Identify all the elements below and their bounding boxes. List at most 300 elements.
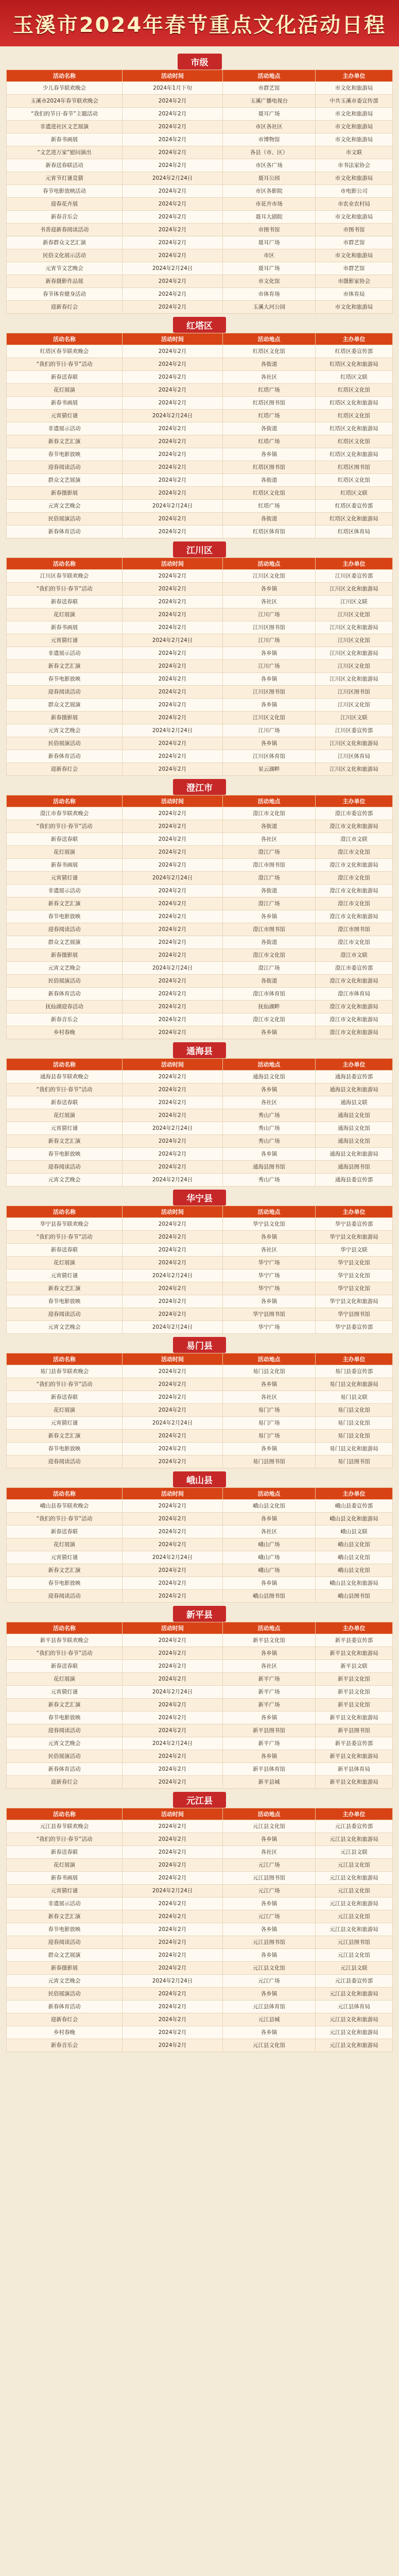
table-row (7, 1724, 393, 1737)
table-cell: 各街道 (223, 885, 316, 897)
table-cell: 市博物馆 (223, 133, 316, 146)
table-cell: 新平县文化馆 (316, 1686, 393, 1699)
table-cell: 新春音乐会 (7, 1013, 123, 1026)
table-cell: 新春书画展 (7, 859, 123, 872)
table-row (7, 1135, 393, 1148)
table-row (7, 1391, 393, 1404)
table-cell: 春节电影放映 (7, 1711, 123, 1724)
table-cell: 2024年2月 (123, 596, 223, 608)
table-row (7, 1282, 393, 1295)
table-cell: 新春送春联 (7, 833, 123, 846)
table-cell: 新春体育活动 (7, 2001, 123, 2013)
table-cell: 华宁县文联 (316, 1244, 393, 1257)
table-cell: 2024年2月24日 (123, 1417, 223, 1430)
table-row (7, 249, 393, 262)
table-row (7, 448, 393, 461)
table-cell: 新平县文化和旅游局 (316, 1711, 393, 1724)
table-cell: 新春文艺汇演 (7, 1282, 123, 1295)
table-cell: 2024年2月24日 (123, 634, 223, 647)
table-cell: 2024年2月24日 (123, 500, 223, 513)
table-cell: 各街道 (223, 820, 316, 833)
table-cell: 非遗进社区文艺展演 (7, 121, 123, 133)
table-cell: 澄江市文化和旅游局 (316, 859, 393, 872)
column-header: 活动名称 (7, 1488, 123, 1500)
table-cell: 各乡镇 (223, 1988, 316, 2001)
table-cell: 2024年2月 (123, 621, 223, 634)
table-cell: 新平广场 (223, 1686, 316, 1699)
table-cell: 非遗展示活动 (7, 647, 123, 660)
table-cell: 新春送春联 (7, 596, 123, 608)
table-cell: 玉溪大河公园 (223, 301, 316, 314)
table-cell: 各乡镇 (223, 673, 316, 686)
table-cell: 市文化和旅游局 (316, 82, 393, 95)
table-cell: 2024年2月 (123, 1148, 223, 1161)
table-row (7, 1846, 393, 1859)
table-cell: 2024年2月 (123, 487, 223, 500)
column-header: 活动名称 (7, 795, 123, 807)
table-cell: 澄江市文化和旅游局 (316, 820, 393, 833)
table-cell: 迎春花卉展 (7, 198, 123, 211)
table-cell: 抚仙湖畔 (223, 1001, 316, 1013)
table-cell: 2024年2月 (123, 371, 223, 384)
table-cell: 江川区文联 (316, 596, 393, 608)
table-cell: 2024年2月24日 (123, 410, 223, 422)
table-row (7, 1161, 393, 1174)
table-cell: 花灯展演 (7, 1257, 123, 1269)
table-row (7, 975, 393, 988)
table-cell: 迎春阅读活动 (7, 1724, 123, 1737)
table-header-row (7, 333, 393, 345)
table-row (7, 1378, 393, 1391)
table-cell: 新春送春联活动 (7, 159, 123, 172)
table-cell: 民俗展演活动 (7, 1988, 123, 2001)
table-row (7, 1577, 393, 1590)
column-header: 活动名称 (7, 1622, 123, 1634)
section-title: 华宁县 (173, 1190, 226, 1206)
table-cell: 江川区文化和旅游局 (316, 583, 393, 596)
table-cell: 新春书画展 (7, 621, 123, 634)
table-cell: 新春文艺汇演 (7, 435, 123, 448)
table-row (7, 1513, 393, 1526)
table-cell: 新平县文化馆 (316, 1699, 393, 1711)
table-row (7, 301, 393, 314)
column-header: 活动时间 (123, 333, 223, 345)
table-cell: 澄江市文化馆 (316, 936, 393, 949)
table-cell: 迎春阅读活动 (7, 1590, 123, 1603)
table-cell: 澄江市体育馆 (223, 988, 316, 1001)
table-row (7, 608, 393, 621)
table-cell: 通海县图书馆 (223, 1161, 316, 1174)
table-row (7, 1962, 393, 1975)
table-cell: 各乡镇 (223, 1949, 316, 1962)
table-cell: 春节电影放映活动 (7, 185, 123, 198)
table-cell: 元宵文艺晚会 (7, 1321, 123, 1334)
table-header-row (7, 1622, 393, 1634)
table-cell: 2024年2月 (123, 275, 223, 288)
table-cell: 秀山广场 (223, 1174, 316, 1187)
table-cell: 华宁县文化馆 (316, 1257, 393, 1269)
table-cell: 2024年2月 (123, 2026, 223, 2039)
table-row (7, 513, 393, 526)
table-header-row (7, 558, 393, 570)
table-row (7, 1083, 393, 1096)
table-cell: 2024年2月 (123, 975, 223, 988)
table-cell: 2024年2月 (123, 1949, 223, 1962)
table-row (7, 923, 393, 936)
table-cell: 市文化馆 (223, 275, 316, 288)
table-cell: 澄江市图书馆 (316, 923, 393, 936)
table-cell: 各乡镇 (223, 699, 316, 711)
table-row (7, 2013, 393, 2026)
table-cell: 民俗文化展示活动 (7, 249, 123, 262)
table-row (7, 1365, 393, 1378)
table-cell: 2024年2月24日 (123, 1737, 223, 1750)
table-row (7, 1071, 393, 1083)
table-row (7, 1737, 393, 1750)
table-cell: 迎春阅读活动 (7, 686, 123, 699)
table-cell: 新春群众文艺汇演 (7, 236, 123, 249)
section-title: 通海县 (173, 1042, 226, 1058)
table-cell: 澄江市体育局 (316, 988, 393, 1001)
column-header: 活动时间 (123, 1622, 223, 1634)
table-cell: 2024年2月 (123, 1013, 223, 1026)
table-cell: 红塔广场 (223, 384, 316, 397)
table-cell: 易门县文化馆 (316, 1430, 393, 1443)
table-row (7, 885, 393, 897)
table-cell: 2024年2月 (123, 1711, 223, 1724)
table-cell: 峨山县文化馆 (316, 1551, 393, 1564)
table-cell: 春节电影放映 (7, 1148, 123, 1161)
table-cell: 迎新春灯会 (7, 301, 123, 314)
table-cell: 新春摄影展 (7, 1962, 123, 1975)
table-cell: 市农业农村局 (316, 198, 393, 211)
table-cell: 峨山县文联 (316, 1526, 393, 1538)
table-cell: 2024年2月 (123, 95, 223, 108)
table-row (7, 275, 393, 288)
table-cell: 易门县文化和旅游局 (316, 1378, 393, 1391)
table-cell: 红塔区文化馆 (316, 384, 393, 397)
table-cell: 澄江市文化和旅游局 (316, 975, 393, 988)
column-header: 活动地点 (223, 333, 316, 345)
table-row (7, 1564, 393, 1577)
section-title: 江川区 (173, 541, 226, 557)
table-cell: 新春书画展 (7, 1872, 123, 1885)
table-cell: 元江县文化馆 (316, 1885, 393, 1897)
column-header: 主办单位 (316, 795, 393, 807)
table-cell: 华宁县委宣传部 (316, 1218, 393, 1231)
table-cell: 2024年2月 (123, 1378, 223, 1391)
table-cell: 新春送春联 (7, 1846, 123, 1859)
table-cell: 2024年2月 (123, 1923, 223, 1936)
table-cell: 2024年2月 (123, 1455, 223, 1468)
table-cell: 澄江市图书馆 (223, 923, 316, 936)
table-cell: 峨山县文化和旅游局 (316, 1577, 393, 1590)
table-cell: 各乡镇 (223, 1148, 316, 1161)
table-cell: 2024年2月 (123, 1391, 223, 1404)
table-cell: 华宁县文化馆 (316, 1269, 393, 1282)
table-cell: 2024年2月 (123, 1001, 223, 1013)
table-cell: 各乡镇 (223, 1897, 316, 1910)
table-cell: 各乡镇 (223, 1443, 316, 1455)
table-cell: 2024年2月 (123, 1910, 223, 1923)
table-cell: 新春书画展 (7, 397, 123, 410)
table-cell: 2024年2月 (123, 397, 223, 410)
table-row (7, 371, 393, 384)
section-title: 新平县 (173, 1606, 226, 1622)
table-cell: 少儿春节联欢晚会 (7, 82, 123, 95)
table-row (7, 474, 393, 487)
column-header: 主办单位 (316, 558, 393, 570)
table-cell: 花灯展演 (7, 1538, 123, 1551)
table-cell: 市群艺馆 (316, 262, 393, 275)
table-cell: 2024年2月 (123, 358, 223, 371)
table-cell: 峨山县委宣传部 (316, 1500, 393, 1513)
table-cell: 易门县文化馆 (316, 1404, 393, 1417)
table-cell: 江川区文化和旅游局 (316, 763, 393, 776)
table-cell: 峨山县文化馆 (316, 1564, 393, 1577)
table-cell: 江川区体育局 (316, 750, 393, 763)
table-cell: 秀山广场 (223, 1135, 316, 1148)
column-header: 活动名称 (7, 333, 123, 345)
column-header: 活动地点 (223, 1353, 316, 1365)
table-cell: 2024年2月 (123, 936, 223, 949)
table-row (7, 172, 393, 185)
table-cell: 易门县文化馆 (316, 1417, 393, 1430)
table-cell: 易门广场 (223, 1404, 316, 1417)
table-cell: 市文化和旅游局 (316, 249, 393, 262)
table-row (7, 859, 393, 872)
table-header-row (7, 1808, 393, 1820)
table-cell: 各乡镇 (223, 1577, 316, 1590)
column-header: 活动地点 (223, 70, 316, 82)
table-cell: 新平县图书馆 (316, 1724, 393, 1737)
table-cell: 通海县委宣传部 (316, 1071, 393, 1083)
column-header: 活动地点 (223, 1206, 316, 1218)
table-cell: 红塔区文化和旅游局 (316, 358, 393, 371)
table-cell: 非遗展示活动 (7, 1897, 123, 1910)
column-header: 活动地点 (223, 1488, 316, 1500)
table-row (7, 1001, 393, 1013)
table-row (7, 570, 393, 583)
section-title: 澄江市 (173, 779, 226, 795)
column-header: 活动时间 (123, 795, 223, 807)
table-cell: 新平县文化和旅游局 (316, 1776, 393, 1789)
table-cell: 通海县委宣传部 (316, 1174, 393, 1187)
table-cell: 红塔区体育局 (316, 526, 393, 538)
table-cell: 新春送春联 (7, 1391, 123, 1404)
table-cell: 2024年2月 (123, 1026, 223, 1039)
table-cell: 春节电影放映 (7, 673, 123, 686)
table-cell: 通海县文化馆 (316, 1109, 393, 1122)
table-cell: 新平县春节联欢晚会 (7, 1634, 123, 1647)
table-cell: 2024年2月 (123, 1218, 223, 1231)
table-cell: 市文化和旅游局 (316, 172, 393, 185)
table-cell: 花灯展演 (7, 846, 123, 859)
table-row (7, 1526, 393, 1538)
table-cell: 各乡镇 (223, 448, 316, 461)
table-cell: 红塔区文联 (316, 487, 393, 500)
table-cell: 新春文艺汇演 (7, 1910, 123, 1923)
table-cell: 花灯展演 (7, 1109, 123, 1122)
table-cell: 2024年2月 (123, 750, 223, 763)
table-cell: 红塔区文化和旅游局 (316, 422, 393, 435)
table-cell: 各乡镇 (223, 1923, 316, 1936)
table-cell: 红塔区体育馆 (223, 526, 316, 538)
table-cell: 市文化和旅游局 (316, 108, 393, 121)
table-cell: 峨山广场 (223, 1538, 316, 1551)
table-cell: 华宁县文化馆 (223, 1218, 316, 1231)
table-row (7, 1096, 393, 1109)
table-cell: 2024年2月 (123, 1699, 223, 1711)
table-cell: 澄江市春节联欢晚会 (7, 807, 123, 820)
table-cell: 各乡镇 (223, 1295, 316, 1308)
table-cell: 新春文艺汇演 (7, 1430, 123, 1443)
table-row (7, 988, 393, 1001)
table-cell: 2024年2月 (123, 1936, 223, 1949)
table-cell: 2024年2月24日 (123, 1122, 223, 1135)
table-cell: 新春音乐会 (7, 211, 123, 224)
table-cell: 非遗展示活动 (7, 422, 123, 435)
table-row (7, 711, 393, 724)
table-cell: 2024年2月 (123, 1526, 223, 1538)
table-cell: 市群艺馆 (223, 82, 316, 95)
table-cell: 新平县文化和旅游局 (316, 1647, 393, 1660)
table-cell: 2024年2月 (123, 1430, 223, 1443)
column-header: 活动地点 (223, 1059, 316, 1071)
table-cell: 元宵节文艺晚会 (7, 262, 123, 275)
column-header: 主办单位 (316, 1353, 393, 1365)
table-cell: 江川区文化和旅游局 (316, 673, 393, 686)
table-row (7, 95, 393, 108)
table-cell: 2024年2月 (123, 185, 223, 198)
table-cell: 新平广场 (223, 1673, 316, 1686)
table-row (7, 1231, 393, 1244)
table-cell: 元宵节灯谜竞猜 (7, 172, 123, 185)
table-cell: 江川区文化和旅游局 (316, 621, 393, 634)
table-cell: 澄江市文化馆 (223, 1013, 316, 1026)
table-cell: 元江县文化和旅游局 (316, 2026, 393, 2039)
table-cell: 2024年2月24日 (123, 1321, 223, 1334)
table-cell: 各乡镇 (223, 737, 316, 750)
table-cell: 2024年2月 (123, 1988, 223, 2001)
table-cell: 元宵猜灯谜 (7, 1417, 123, 1430)
table-cell: 各县（市、区） (223, 146, 316, 159)
table-row (7, 422, 393, 435)
table-cell: 各社区 (223, 833, 316, 846)
table-cell: 2024年2月 (123, 923, 223, 936)
table-cell: 春节电影放映 (7, 1443, 123, 1455)
table-cell: 迎春阅读活动 (7, 1936, 123, 1949)
table-cell: 中共玉溪市委宣传部 (316, 95, 393, 108)
table-cell: 澄江市委宣传部 (316, 807, 393, 820)
table-cell: 各乡镇 (223, 1231, 316, 1244)
column-header: 活动名称 (7, 1353, 123, 1365)
table-cell: 峨山县春节联欢晚会 (7, 1500, 123, 1513)
table-cell: 易门县文化馆 (223, 1365, 316, 1378)
table-cell: 江川区文化和旅游局 (316, 737, 393, 750)
table-cell: 2024年2月 (123, 146, 223, 159)
table-row (7, 82, 393, 95)
table-cell: 澄江市文联 (316, 949, 393, 962)
table-cell: 元江县文化馆 (316, 1949, 393, 1962)
section-heading (6, 1792, 393, 1808)
table-cell: 红塔广场 (223, 410, 316, 422)
table-cell: 2024年2月 (123, 699, 223, 711)
table-cell: 华宁县委宣传部 (316, 1321, 393, 1334)
table-cell: 元江县文化馆 (316, 1859, 393, 1872)
table-cell: 2024年2月 (123, 513, 223, 526)
table-cell: 各乡镇 (223, 2026, 316, 2039)
table-row (7, 2039, 393, 2052)
table-row (7, 146, 393, 159)
table-cell: 各社区 (223, 1096, 316, 1109)
table-row (7, 1500, 393, 1513)
table-cell: 2024年2月 (123, 1750, 223, 1763)
table-row (7, 1859, 393, 1872)
table-cell: 澄江广场 (223, 872, 316, 885)
table-cell: 新春文艺汇演 (7, 897, 123, 910)
table-row (7, 1699, 393, 1711)
table-cell: 花灯展演 (7, 1859, 123, 1872)
table-cell: 秀山广场 (223, 1122, 316, 1135)
table-cell: 2024年2月 (123, 159, 223, 172)
table-cell: 华宁县文化和旅游局 (316, 1295, 393, 1308)
table-cell: 2024年2月 (123, 236, 223, 249)
table-cell: 市文化和旅游局 (316, 211, 393, 224)
table-header-row (7, 70, 393, 82)
table-row (7, 1820, 393, 1833)
table-cell: 各街道 (223, 975, 316, 988)
table-cell: 澄江广场 (223, 962, 316, 975)
table-cell: 2024年2月 (123, 133, 223, 146)
table-cell: 各社区 (223, 371, 316, 384)
table-cell: 易门广场 (223, 1417, 316, 1430)
table-row (7, 159, 393, 172)
column-header: 主办单位 (316, 70, 393, 82)
table-cell: 2024年2月 (123, 1660, 223, 1673)
table-cell: 聂耳大剧院 (223, 211, 316, 224)
table-cell: 2024年2月 (123, 249, 223, 262)
table-cell: 新春书画展 (7, 133, 123, 146)
table-row (7, 583, 393, 596)
column-header: 活动名称 (7, 70, 123, 82)
table-cell: 澄江广场 (223, 897, 316, 910)
table-row (7, 1949, 393, 1962)
table-cell: 新春体育活动 (7, 750, 123, 763)
table-cell: 市文化和旅游局 (316, 133, 393, 146)
table-cell: 江川区文化馆 (316, 634, 393, 647)
table-cell: 新平县委宣传部 (316, 1634, 393, 1647)
table-cell: 聂耳广场 (223, 108, 316, 121)
table-cell: 2024年2月 (123, 422, 223, 435)
table-cell: 元宵文艺晚会 (7, 724, 123, 737)
table-cell: 澄江市文化馆 (316, 872, 393, 885)
table-cell: 2024年2月 (123, 1257, 223, 1269)
schedule-content (0, 46, 399, 2052)
table-cell: 春节电影放映 (7, 910, 123, 923)
table-row (7, 596, 393, 608)
table-cell: 2024年2月 (123, 2001, 223, 2013)
table-row (7, 345, 393, 358)
table-cell: “我们的节日·春节”主题活动 (7, 108, 123, 121)
table-cell: 红塔区文联 (316, 371, 393, 384)
table-cell: 2024年2月 (123, 1308, 223, 1321)
table-cell: 江川区春节联欢晚会 (7, 570, 123, 583)
table-cell: 迎春阅读活动 (7, 1455, 123, 1468)
table-cell: 非遗展示活动 (7, 885, 123, 897)
schedule-table (6, 70, 393, 314)
table-cell: 元江县图书馆 (316, 1936, 393, 1949)
